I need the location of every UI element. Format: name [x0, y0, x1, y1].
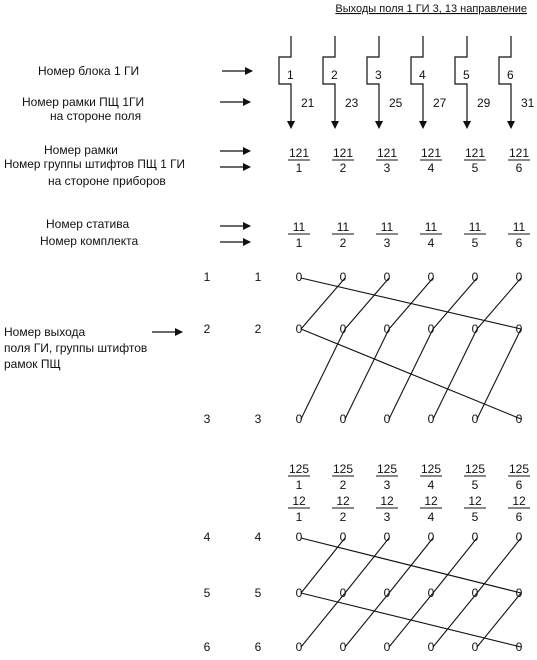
pin-bottom: 0 [339, 640, 347, 654]
row-number-left: 5 [203, 586, 211, 600]
wire-row1-row2 [301, 538, 345, 593]
rack-fraction-bottom-numerator: 12 [336, 494, 350, 508]
pin-bottom: 0 [295, 640, 303, 654]
block-arrow [279, 36, 291, 128]
rack-fraction [420, 220, 442, 250]
label-block-number: Номер блока 1 ГИ [38, 64, 140, 78]
row-number-right: 3 [254, 412, 262, 426]
rack-fraction-bottom-numerator: 12 [424, 494, 438, 508]
row-number-right: 5 [254, 586, 262, 600]
rack-fraction-bottom-numerator: 12 [380, 494, 394, 508]
row-number-left: 4 [203, 530, 211, 544]
frame-fraction-bottom [420, 462, 442, 492]
block-number: 6 [507, 68, 514, 82]
pin-bottom: 0 [339, 586, 347, 600]
row-number-left: 6 [203, 640, 211, 654]
block-column [455, 36, 491, 128]
frame-fraction-numerator: 121 [420, 146, 442, 160]
frame-fraction-denominator: 6 [515, 161, 523, 175]
rack-fraction-numerator: 11 [336, 220, 350, 234]
frame-fraction-bottom [376, 462, 398, 492]
block-number: 4 [419, 68, 426, 82]
frame-fraction [376, 146, 398, 175]
rack-fraction-denominator: 6 [515, 236, 523, 250]
frame-fraction-bottom [332, 462, 354, 492]
frame-fraction-denominator: 4 [427, 161, 435, 175]
rack-fraction-bottom-denominator: 3 [383, 510, 391, 524]
pin-bottom: 0 [515, 640, 523, 654]
pin-bottom: 0 [515, 586, 523, 600]
frame-fraction-bottom-denominator: 5 [471, 478, 479, 492]
wire-row1-row2 [433, 538, 477, 593]
label-frame-number: Номер рамки [44, 143, 118, 157]
pin-bottom: 0 [471, 586, 479, 600]
wire-row1-row2 [389, 538, 433, 593]
block-arrow [499, 36, 511, 128]
block-arrow [455, 36, 467, 128]
block-column [279, 36, 315, 128]
frame-fraction [420, 146, 442, 175]
label-frame-field-line1: Номер рамки ПЩ 1ГИ [22, 95, 145, 109]
field-frame-number: 23 [345, 96, 359, 110]
rack-fraction [464, 220, 486, 250]
rack-fraction-bottom-numerator: 12 [468, 494, 482, 508]
row-number-right: 6 [254, 640, 262, 654]
pin-bottom: 0 [427, 640, 435, 654]
rack-fraction-numerator: 11 [512, 220, 526, 234]
block-number: 5 [463, 68, 470, 82]
pin-bottom: 0 [515, 530, 523, 544]
rack-fraction-bottom [288, 494, 310, 524]
rack-fraction-bottom [464, 494, 486, 524]
frame-fraction-denominator: 5 [471, 161, 479, 175]
field-frame-number: 21 [301, 96, 315, 110]
field-frame-number: 25 [389, 96, 403, 110]
wire-row1-row2 [477, 278, 521, 329]
frame-fraction-bottom-denominator: 3 [383, 478, 391, 492]
pin-top: 0 [471, 322, 479, 336]
rack-fraction-bottom-numerator: 12 [512, 494, 526, 508]
pin-bottom: 0 [471, 530, 479, 544]
pin-top: 0 [295, 412, 303, 426]
wire-row2-row3 [433, 593, 477, 647]
label-pin-group-line2: на стороне приборов [48, 174, 166, 188]
row-number-right: 2 [254, 322, 262, 336]
rack-fraction-numerator: 11 [292, 220, 306, 234]
pin-bottom: 0 [383, 640, 391, 654]
wire-row1-row2 [477, 538, 521, 593]
block-column [367, 36, 403, 128]
block-arrow [411, 36, 423, 128]
pin-bottom: 0 [295, 586, 303, 600]
rack-fraction-bottom [420, 494, 442, 524]
rack-fraction [288, 220, 310, 250]
wire-row1-row2 [345, 538, 389, 593]
rack-fraction-denominator: 2 [339, 236, 347, 250]
rack-fraction [376, 220, 398, 250]
frame-fraction-numerator: 121 [464, 146, 486, 160]
wire-row1-row2 [301, 278, 345, 329]
block-number: 1 [287, 68, 294, 82]
frame-fraction-bottom-numerator: 125 [464, 462, 486, 476]
row-number-left: 3 [203, 412, 211, 426]
row-number-left: 2 [203, 322, 211, 336]
frame-fraction-denominator: 1 [295, 161, 303, 175]
frame-fraction-bottom-numerator: 125 [288, 462, 310, 476]
row-number-right: 1 [254, 270, 262, 284]
block-column [411, 36, 447, 128]
frame-fraction-bottom-numerator: 125 [508, 462, 530, 476]
block-number: 2 [331, 68, 338, 82]
rack-fraction-denominator: 5 [471, 236, 479, 250]
label-rack-number: Номер статива [46, 217, 130, 231]
pin-top: 0 [427, 412, 435, 426]
frame-fraction-bottom-numerator: 125 [332, 462, 354, 476]
label-output-line1: Номер выхода [4, 325, 86, 339]
block-column [323, 36, 359, 128]
wire-row2-row3 [389, 593, 433, 647]
wire-row2-row3 [477, 329, 521, 419]
wire-row2-row3 [301, 329, 345, 419]
pin-top: 0 [295, 322, 303, 336]
pin-top: 0 [383, 270, 391, 284]
pin-bottom: 0 [295, 530, 303, 544]
frame-fraction-numerator: 121 [376, 146, 398, 160]
pin-bottom: 0 [427, 586, 435, 600]
frame-fraction-bottom-numerator: 125 [420, 462, 442, 476]
pin-bottom: 0 [471, 640, 479, 654]
wire-row2-row3 [345, 593, 389, 647]
rack-fraction-bottom-denominator: 2 [339, 510, 347, 524]
frame-fraction-bottom-denominator: 1 [295, 478, 303, 492]
field-frame-number: 29 [477, 96, 491, 110]
pin-top: 0 [515, 412, 523, 426]
pin-top: 0 [515, 322, 523, 336]
block-arrow [323, 36, 335, 128]
label-set-number: Номер комплекта [40, 234, 139, 248]
pin-top: 0 [471, 270, 479, 284]
frame-fraction [288, 146, 310, 175]
frame-fraction-bottom-denominator: 4 [427, 478, 435, 492]
wire-row2-row3 [477, 593, 521, 647]
rack-fraction-bottom-denominator: 6 [515, 510, 523, 524]
pin-top: 0 [427, 322, 435, 336]
field-frame-number: 27 [433, 96, 447, 110]
rack-fraction-bottom-denominator: 4 [427, 510, 435, 524]
frame-fraction-denominator: 2 [339, 161, 347, 175]
pin-top: 0 [295, 270, 303, 284]
wire-row1-row2 [345, 278, 389, 329]
frame-fraction-bottom-numerator: 125 [376, 462, 398, 476]
block-number: 3 [375, 68, 382, 82]
wire-row1-row2 [389, 278, 433, 329]
frame-fraction [332, 146, 354, 175]
rack-fraction-bottom-denominator: 1 [295, 510, 303, 524]
label-pin-group-line1: Номер группы штифтов ПЩ 1 ГИ [4, 157, 185, 171]
rack-fraction-bottom-denominator: 5 [471, 510, 479, 524]
pin-top: 0 [339, 270, 347, 284]
pin-top: 0 [339, 412, 347, 426]
frame-fraction [464, 146, 486, 175]
frame-fraction-bottom [288, 462, 310, 492]
row-number-right: 4 [254, 530, 262, 544]
pin-bottom: 0 [339, 530, 347, 544]
frame-fraction-bottom-denominator: 6 [515, 478, 523, 492]
frame-fraction-numerator: 121 [508, 146, 530, 160]
label-output-line3: рамок ПЩ [4, 357, 61, 371]
frame-fraction-bottom-denominator: 2 [339, 478, 347, 492]
frame-fraction-bottom [508, 462, 530, 492]
label-frame-field-line2: на стороне поля [50, 109, 142, 123]
field-frame-number: 31 [521, 96, 535, 110]
rack-fraction [508, 220, 530, 250]
rack-fraction-bottom-numerator: 12 [292, 494, 306, 508]
pin-top: 0 [471, 412, 479, 426]
rack-fraction-bottom [508, 494, 530, 524]
wire-row1-row2 [433, 278, 477, 329]
rack-fraction-denominator: 3 [383, 236, 391, 250]
pin-top: 0 [383, 322, 391, 336]
pin-top: 0 [427, 270, 435, 284]
pin-bottom: 0 [427, 530, 435, 544]
rack-fraction-denominator: 1 [295, 236, 303, 250]
pin-top: 0 [339, 322, 347, 336]
rack-fraction-numerator: 11 [468, 220, 482, 234]
pin-top: 0 [515, 270, 523, 284]
frame-fraction-numerator: 121 [332, 146, 354, 160]
frame-fraction-numerator: 121 [288, 146, 310, 160]
rack-fraction-numerator: 11 [380, 220, 394, 234]
frame-fraction-denominator: 3 [383, 161, 391, 175]
frame-fraction-bottom [464, 462, 486, 492]
row-number-left: 1 [203, 270, 211, 284]
wire-row2-row3 [433, 329, 477, 419]
rack-fraction-bottom [376, 494, 398, 524]
rack-fraction-bottom [332, 494, 354, 524]
pin-bottom: 0 [383, 530, 391, 544]
label-output-line2: поля ГИ, группы штифтов [4, 341, 148, 355]
rack-fraction-denominator: 4 [427, 236, 435, 250]
rack-fraction [332, 220, 354, 250]
wire-row2-row3 [301, 593, 345, 647]
block-column [499, 36, 535, 128]
block-arrow [367, 36, 379, 128]
frame-fraction [508, 146, 530, 175]
wire-row2-row3 [389, 329, 433, 419]
diagram-title: Выходы поля 1 ГИ 3, 13 направление [335, 3, 527, 15]
wire-row2-row3 [345, 329, 389, 419]
rack-fraction-numerator: 11 [424, 220, 438, 234]
pin-top: 0 [383, 412, 391, 426]
pin-bottom: 0 [383, 586, 391, 600]
